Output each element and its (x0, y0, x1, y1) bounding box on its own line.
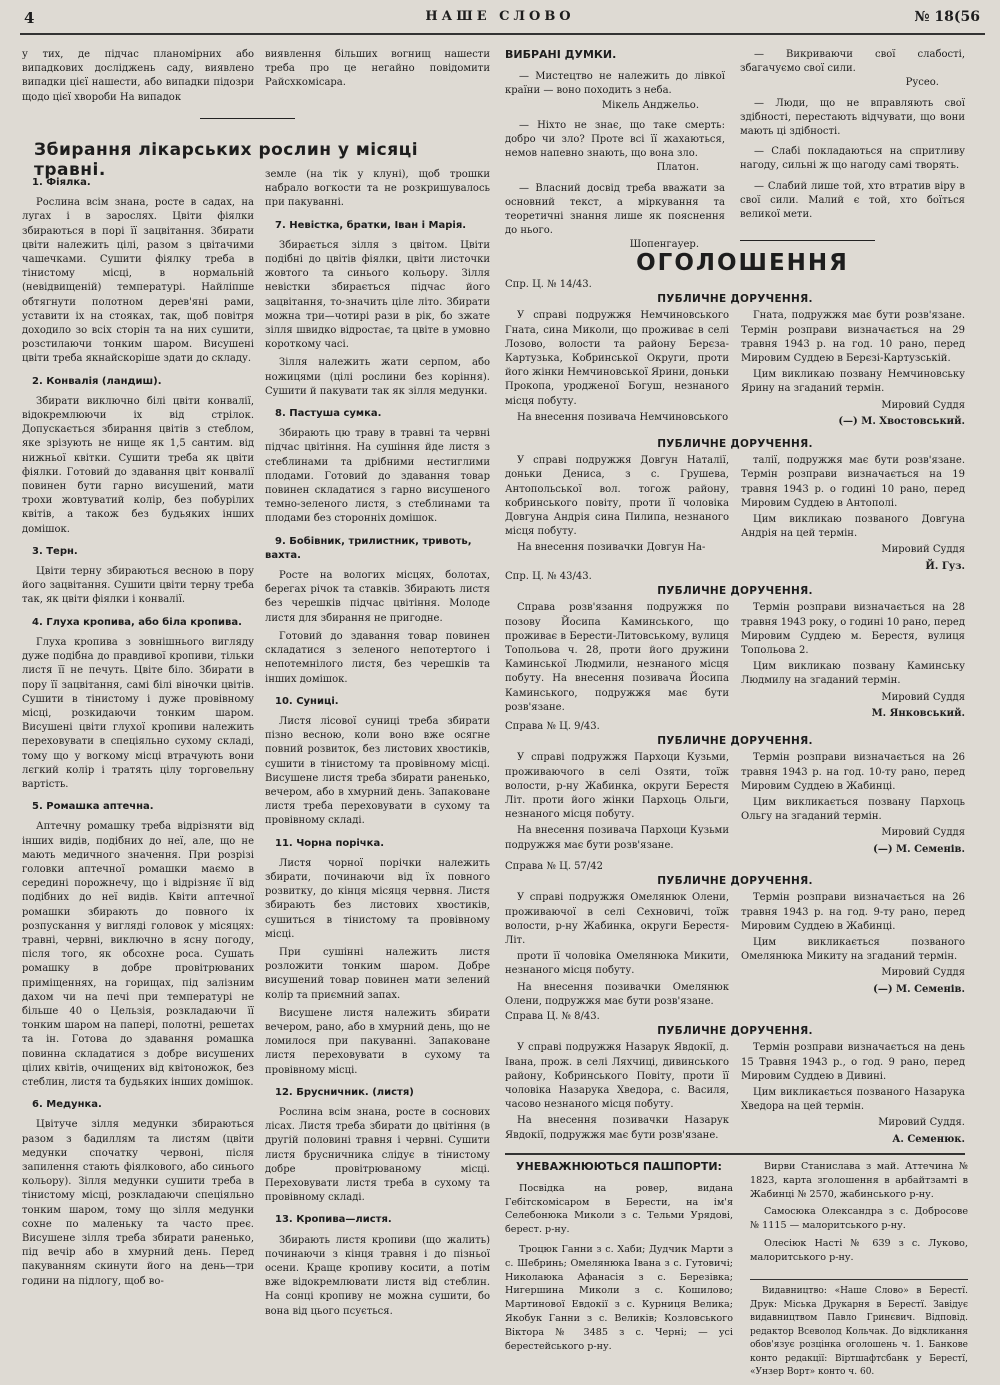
divider (505, 1153, 965, 1155)
paragraph: У справі подружжя Назарук Явдокії, д. Івана, прож. в селі Ляхчиці, дивинського району, Кобринського Повіту, проти її чоловіка Назарука Хведора, с. Василя, часово незнаного місця побуту. (505, 1042, 729, 1111)
paragraph: Олесіюк Насті № 639 з с. Луково, малоритського р-ну. (750, 1237, 968, 1263)
paragraph: Цвіти терну збираються весною в пору його зацвітання. Сушити цвіти терну треба так, як цвіти фіялки і конвалії. (22, 566, 254, 606)
section-heading: 1. Фіялка. (32, 177, 91, 188)
paragraph: Цим викликається позвану Пархоць Ольгу на згаданий термін. (741, 797, 965, 823)
notice-left (505, 454, 729, 576)
top-continuation-col1 (22, 48, 254, 109)
notice-title: ПУБЛИЧНЕ ДОРУЧЕННЯ. (657, 438, 813, 450)
section-heading: 5. Ромашка аптечна. (32, 801, 154, 813)
paragraph: У справі подружжя Омелянюк Олени, проживаючої в селі Сехновичі, тоїж волости, р-ну Жабинка, округи Берестя-Літ. (505, 892, 729, 947)
case-reference: Спр. Ц. № 43/43. (505, 571, 592, 582)
public-notice (505, 860, 965, 1011)
quotes-column-1 (505, 48, 725, 259)
section-heading: 13. Кропива—листя. (275, 1214, 392, 1226)
judge-title: Мировий Суддя (881, 967, 965, 979)
quote-text: — Слабі покладаються на спритливу нагоду, сильні ж що нагоду самі творять. (740, 146, 965, 172)
article-headline: Збирання лікарських рослин у місяці травні. (34, 140, 419, 180)
notice-columns (505, 891, 965, 1011)
judge-title: Мировий Суддя (881, 544, 965, 556)
notice-columns (505, 309, 965, 431)
public-notice (505, 437, 965, 576)
quote-block (505, 70, 725, 113)
notice-left (505, 309, 729, 431)
paragraph: Цим викликаю позваного Довгуна Андрія на цей термін. (741, 514, 965, 540)
paragraph: На внесення позивачки Довгун На- (517, 542, 706, 554)
paragraph: На внесення позивачки Назарук Явдокії, подружжя має бути розв'язане. (505, 1115, 729, 1141)
public-notice (505, 278, 965, 431)
invalid-passports-right (750, 1160, 968, 1269)
paragraph: Збирати виключно білі цвіти конвалії, відокремлюючи іх від стрілок. Допускається збирання цвітів з стеблом, яке зрізують не нище як 1,5 сантим. від нижньої квітки. Сушити треба як цвіти фіялки. Готовий до здавання цвіт конвалії повинен бути гарно висушений, мати трохи жовтуватий колір, без побурілих квітів, а також без будьяких інших домішок. (22, 395, 254, 535)
public-notice (505, 1010, 965, 1149)
quotes-column-2 (740, 48, 965, 228)
judge-signature: (—) М. Семенів. (873, 843, 965, 855)
case-reference: Справа Ц. № 8/43. (505, 1011, 600, 1022)
paragraph: Збирають листя кропиви (що жалить) починаючи з кінця травня і до пізньої осени. Краще кропиву косити, а потім вже відокремлювати листя від стеблин. На сонці кропиву не можна сушити, бо вона від цього псується. (265, 1234, 490, 1317)
notice-title: ПУБЛИЧНЕ ДОРУЧЕННЯ. (657, 585, 813, 598)
section-heading: 12. Брусничник. (листя) (275, 1086, 414, 1098)
paragraph: Рослина всім знана, росте в соснових лісах. Листя треба збирати до цвітіння (в другій половині травня і червні. Сушити листя брусничника слідує в тінистому добре провітрюваному місці. Переховувати листя треба в сухому та провівному складі. (265, 1106, 490, 1204)
quotes-heading: ВИБРАНІ ДУМКИ. (505, 48, 617, 61)
paragraph: Вирви Станислава з май. Аттечина № 1823, карта зголошення в арбайтзамті в Жабинці № 2570, жабинського р-ну. (750, 1161, 968, 1200)
public-notice (505, 720, 965, 859)
paragraph: На внесення позивача Немчиновського (517, 411, 729, 423)
quote-block (740, 180, 965, 223)
paragraph: Цвітуче зілля медунки збираються разом з бадиллям та листям (цвіти медунки спочатку червоні, після запилення стають фіялкового, або синього кольору). Зілля медунки сушити треба в тінистому місці, розкладаючи спеціяльно тонким шаром, тому що зілля медунки сохне по маленьку та часто преє. Висушене зілля треба збирати раненько, під вечір або в хмурний день. Перед пакуванням скинути його на день—три години на підлогу, щоб во- (22, 1119, 254, 1287)
publisher-text: Видавництво: «Наше Слово» в Берестї. Друк: Міська Друкарня в Берестї. Завідує видавництвом Павло Гринєвич. Відповід. редактор Всеволод Кольчак. До відкликання обов'язує розцінка оголошень ч. 1. Банкове конто редакції: Віртшафтсбанк у Берестї, «Унзер Ворт» конто ч. 60. (750, 1286, 968, 1377)
judge-signature: М. Янковський. (871, 707, 965, 719)
newspaper-title: НАШЕ СЛОВО (425, 9, 575, 24)
paragraph: На внесення позивача Пархоци Кузьми подружжя має бути розв'язане. (505, 825, 729, 851)
quote-author: Русео. (905, 77, 939, 89)
paragraph: У справі подружжя Немчиновського Гната, сина Миколи, що проживає в селі Лозово, волости та району Берєза-Картузька, Кобринської Округи, проти його жінки Немчиновської Ярини, доньки Прокопа, уродженої Богуш, незнаного місця побуту. (505, 310, 730, 407)
quote-text: — Слабий лише той, хто втратив віру в свої сили. Малий є той, хто боїться великої мети. (740, 180, 965, 221)
case-reference: Спр. Ц. № 14/43. (505, 279, 592, 290)
top-continuation-col2 (265, 48, 490, 95)
quote-block (505, 182, 725, 253)
notice-left (505, 1041, 729, 1148)
paragraph: талії, подружжя має бути розв'язане. Термін розправи визначається на 19 травня 1943 р. о годині 10 рано, перед Мировим Суддею в Антополі. (741, 455, 965, 509)
paragraph: земле (на тік у клуні), щоб трошки набрало вогкости та не розкришувалось при пакуванні. (265, 169, 490, 209)
paragraph: Цим викликаю позвану Каминську Людмилу на згаданий термін. (741, 661, 965, 687)
invalid-passports-left (505, 1160, 733, 1357)
judge-signature: А. Семенюк. (892, 1133, 965, 1145)
notice-title: ПУБЛИЧНЕ ДОРУЧЕННЯ. (657, 875, 813, 888)
notice-left (505, 601, 729, 723)
paragraph: При сушінні належить листя розложити тонким шаром. Добре висушений товар повинен мати зелений колір та приємний запах. (265, 946, 490, 1001)
notice-columns (505, 751, 965, 858)
case-reference: Справа № Ц. 57/42 (505, 861, 603, 872)
paragraph: Термін розправи визначається на 26 травня 1943 р. на год. 9-ту рано, перед Мировим Суддею в Жабинці. (741, 892, 965, 932)
paragraph: у тих, де підчас планомірних або випадкових досліджень саду, виявлено випадки цієї нашести, або випадки підозри щодо цієї хвороби На випадок (22, 49, 254, 103)
notice-columns (505, 454, 965, 576)
judge-signature: Й. Гуз. (925, 560, 965, 572)
paragraph: Зілля належить жати серпом, або ножицями (цілі рослини без коріння). Сушити й пакувати так як зілля медунки. (265, 357, 490, 397)
quote-author: Шопенгауер. (629, 239, 699, 251)
divider (740, 240, 875, 241)
paragraph: Цим викликаю позвану Немчиновську Ярину на згаданий термін. (741, 369, 965, 395)
judge-title: Мировий Суддя (881, 691, 965, 703)
section-heading: 6. Медунка. (32, 1099, 102, 1111)
public-notice (505, 570, 965, 723)
paragraph: Цим викликається позваного Омелянюка Микиту на згаданий термін. (741, 937, 965, 963)
notice-right (741, 309, 965, 431)
quote-text: — Власний досвід треба вважати за основний текст, а міркування та теоретичні знання лише як пояснення до нього. (505, 182, 725, 237)
quote-text: — Викриваючи свої слабості, збагачуємо свої сили. (740, 49, 965, 75)
section-heading: 10. Суниці. (275, 695, 339, 707)
quote-block (740, 48, 965, 91)
paragraph: У справі подружжя Довгун Наталії, доньки Дениса, з с. Грушева, Антопольської вол. тогож району, кобринського повіту, проти її чоловіка Довгуна Андрія сина Пилипа, незнаного місця побуту. (505, 455, 729, 538)
quote-text: — Ніхто не знає, що таке смерть: добро чи зло? Проте всі її жахаються, немов напевно знають, що вона зло. (505, 119, 725, 160)
section-heading: 7. Невістка, братки, Іван і Марія. (275, 219, 467, 231)
paragraph: Збирається зілля з цвітом. Цвіти подібні до цвітів фіялки, цвіти листочки жовтого та синього кольору. Зілля невістки збирається підчас його зацвітання, то-значить ціле літо. Збирати можна три—чотирі рази в рік, бо зжате зілля швидко відростає, та цвіте в умовно короткому часі. (265, 239, 490, 351)
judge-signature: (—) М. Хвостовський. (838, 415, 965, 427)
paragraph: Посвідка на ровер, видана Гебітскомісаром в Берести, на ім'я Селебонюка Миколи з с. Тельми Урядові, берест. р-ну. (505, 1182, 733, 1236)
divider (750, 1279, 968, 1280)
paragraph: Аптечну ромашку треба відрізняти від інших видів, подібних до неї, але, що не мають медичного значення. При розрізі головки аптечної ромашки маємо в середині порожнечу, що і відрізняє її від подібних до неї видів. Квіти аптечної ромашки збирають до повного іх розпускання у вигляді головок у місяцях: травні, червні, виключно в ясну погоду, після того, як обсохне роса. Сушать ромашку в добре провітрюваних приміщеннях, на горищах, під залізним дахом чи на печі при температурі не більше 40 о Цельзія, розкладаючи її тонким шаром на папері, полотні, решетах та ін. Готова до здавання ромашка повинна складатися з добре висушених цілих квітів, очищених від квітоножок, без стеблин, листя та будьяких інших домішок. (22, 821, 254, 1088)
paragraph: Справа розв'язання подружжя по позову Йосипа Каминського, що проживає в Берести-Литовському, вулиця Топольова ч. 28, проти його дружини Каминської Людмили, незнаного місця побуту. На внесення позивача Йосипа Каминського, подружжя має бути розв'язане. (505, 602, 729, 713)
notice-right (741, 891, 965, 1011)
paragraph: Троцюк Ганни з с. Хаби; Дудчик Марти з с. Шебринь; Омелянюка Івана з с. Гутовичі; Николаюка Афанасія з с. Березівка; Нигершина Миколи з с. Кошилово; Мартинової Евдокії з с. Курниця Велика; Якобук Ганни з с. Великів; Козловського Віктора № 3485 з с. Черні; — усі берестейського р-ну. (505, 1243, 733, 1352)
section-heading: 9. Бобівник, трилистник, тривоть, вахта. (265, 535, 472, 561)
paragraph: Цим викликається позваного Назарука Хведора на цей термін. (741, 1087, 965, 1113)
paragraph: Рослина всім знана, росте в садах, на лугах і в заросляx. Цвіти фіялки збираються в порі її зацвітання. Збирати цвіти належить цілі, разом з цвітачими чашечками. Сушити фіялку треба в тінистому місці, в нормальній (невідвищеній) температурі. Найліпше обтягнути полотном дерев'яні рами, уставити іх на стояках, так, щоб повітря доходило зо всіх сторін та на них сушити, розстилаючи тонким шаром. Висушені цвіти треба якнайскоріше здати до складу. (22, 197, 254, 365)
notice-right (741, 454, 965, 576)
paragraph: Листя чорної порічки належить збирати, починаючи від їх повного розвитку, до кінця місяця червня. Листя збирають без листових хвостиків, сушиться в тінистому та провівному місці. (265, 857, 490, 940)
paragraph: Збирають цю траву в травні та червні підчас цвітіння. На сушіння йде листя з стеблинами та дрібними нестиглими плодами. Готовий до здавання товар повинен складатися з гарно висушеного темно-зеленого листя, з стеблинами та плодами без сторонніх домішок. (265, 428, 490, 525)
paragraph: У справі подружжя Пархоци Кузьми, проживаючого в селі Озяти, тоїж волости, р-ну Жабинка, округи Берестя Літ. проти його жінки Пархоць Ольги, незнаного місця побуту. (505, 752, 729, 821)
invalid-passports-title: УНЕВАЖНЮЮТЬСЯ ПАШПОРТИ: (516, 1160, 722, 1173)
paragraph: проти її чоловіка Омелянюка Микити, незнаного місця побуту. (505, 951, 729, 977)
quote-author: Мікель Анджельо. (601, 99, 699, 111)
notice-right (741, 751, 965, 858)
quote-text: — Мистецтво не належить до лівкої країни — воно походить з неба. (505, 71, 725, 97)
paragraph: Термін розправи визначається на 26 травня 1943 р. на год. 10-ту рано, перед Мировим Суддею в Жабинці. (741, 752, 965, 792)
paragraph: Самосюка Олександра з с. Добросове № 1115 — малоритського р-ну. (750, 1206, 968, 1232)
page-number: 4 (24, 9, 35, 27)
quote-block (505, 119, 725, 176)
notice-columns (505, 1041, 965, 1148)
judge-title: Мировий Суддя (881, 399, 965, 411)
quote-block (740, 145, 965, 173)
section-heading: 3. Терн. (32, 545, 78, 557)
article-column-1 (22, 168, 254, 1293)
notice-title: ПУБЛИЧНЕ ДОРУЧЕННЯ. (657, 735, 813, 748)
judge-title: Мировий Суддя (881, 827, 965, 839)
notice-title: ПУБЛИЧНЕ ДОРУЧЕННЯ. (657, 293, 813, 306)
paragraph: Листя лісової суниці треба збирати пізно весною, коли воно вже осягне повний розвиток, без листових хвостиків, сушити в тінистому та провівному місці. Висушене листя треба збирати раненько, вечером, або в хмурний день. Запаковане листя треба переховувати в сухому та провівному складі. (265, 715, 490, 827)
paragraph: Глуха кропива з зовнішнього вигляду дуже подібна до правдивої кропиви, тільки листя її не печуть. Цвіте біло. Збирати в пору її зацвітання, самі білі віночки цвітів. Сушити в тінистому і дуже провівному місці, розкидаючи тонким шаром. Висушені цвіти глухої кропиви належить переховувати в спеціяльно сухому складі, тому що у вогкому місці втрачують вони лєгкий колір і тратять цілу торговельну вартість. (22, 636, 254, 790)
section-heading: 4. Глуха кропива, або біла кропива. (32, 616, 242, 628)
notice-title: ПУБЛИЧНЕ ДОРУЧЕННЯ. (657, 1025, 813, 1038)
paragraph: Гната, подружжя має бути розв'язане. Термін розправи визначається на 29 травня 1943 р. на год. 10 рано, перед Мировим Суддею в Берєзі-Картузській. (741, 310, 965, 365)
paragraph: виявлення більших вогнищ нашести треба про це негайно повідомити Райсхкомісара. (265, 49, 490, 89)
notice-left (505, 751, 729, 858)
judge-signature: (—) М. Семенів. (873, 983, 965, 995)
notice-right (741, 1041, 965, 1148)
notice-right (741, 601, 965, 723)
case-reference: Справа № Ц. 9/43. (505, 721, 600, 732)
section-heading: 2. Конвалія (ландиш). (32, 375, 162, 387)
quote-block (740, 97, 965, 140)
notice-left (505, 891, 729, 1011)
paragraph: Росте на вологих місцях, болотах, берегах річок та ставків. Збирають листя без черешків підчас цвітіння. Молоде листя для збирання не пригодне. (265, 570, 490, 624)
paragraph: Термін розправи визначається на 28 травня 1943 року, о годині 10 рано, перед Мировим Суддею м. Берестя, вулиця Топольова 2. (741, 602, 965, 657)
judge-title: Мировий Суддя. (878, 1117, 965, 1129)
article-column-2 (265, 168, 490, 1323)
paragraph: Висушене листя належить збирати вечером, рано, або в хмурний день, що не ломилося при пакуванні. Запаковане листя переховувати в сухому та провівному місці. (265, 1007, 490, 1076)
paragraph: На внесення позивачки Омелянюк Олени, подружжя має бути розв'язане. (505, 981, 729, 1007)
section-heading: 8. Пастуша сумка. (275, 408, 382, 420)
announcements-title: ОГОЛОШЕННЯ (636, 250, 849, 276)
header-rule (20, 33, 985, 35)
notice-columns (505, 601, 965, 723)
quote-text: — Люди, що не вправляють свої здібності, перестають відчувати, що вони мають ці здібності. (740, 97, 965, 138)
quote-author: Платон. (656, 162, 699, 174)
publisher-info (750, 1285, 968, 1380)
issue-number: № 18(56 (914, 9, 980, 25)
paragraph: Готовий до здавання товар повинен складатися з зеленого непотертого і непотемнілого листя, без черешків та інших домішок. (265, 630, 490, 685)
paragraph: Термін розправи визначається на день 15 Травня 1943 р., о год. 9 рано, перед Мировим Суддею в Дивині. (741, 1042, 965, 1082)
section-heading: 11. Чорна порічка. (275, 837, 385, 849)
divider (200, 118, 295, 119)
